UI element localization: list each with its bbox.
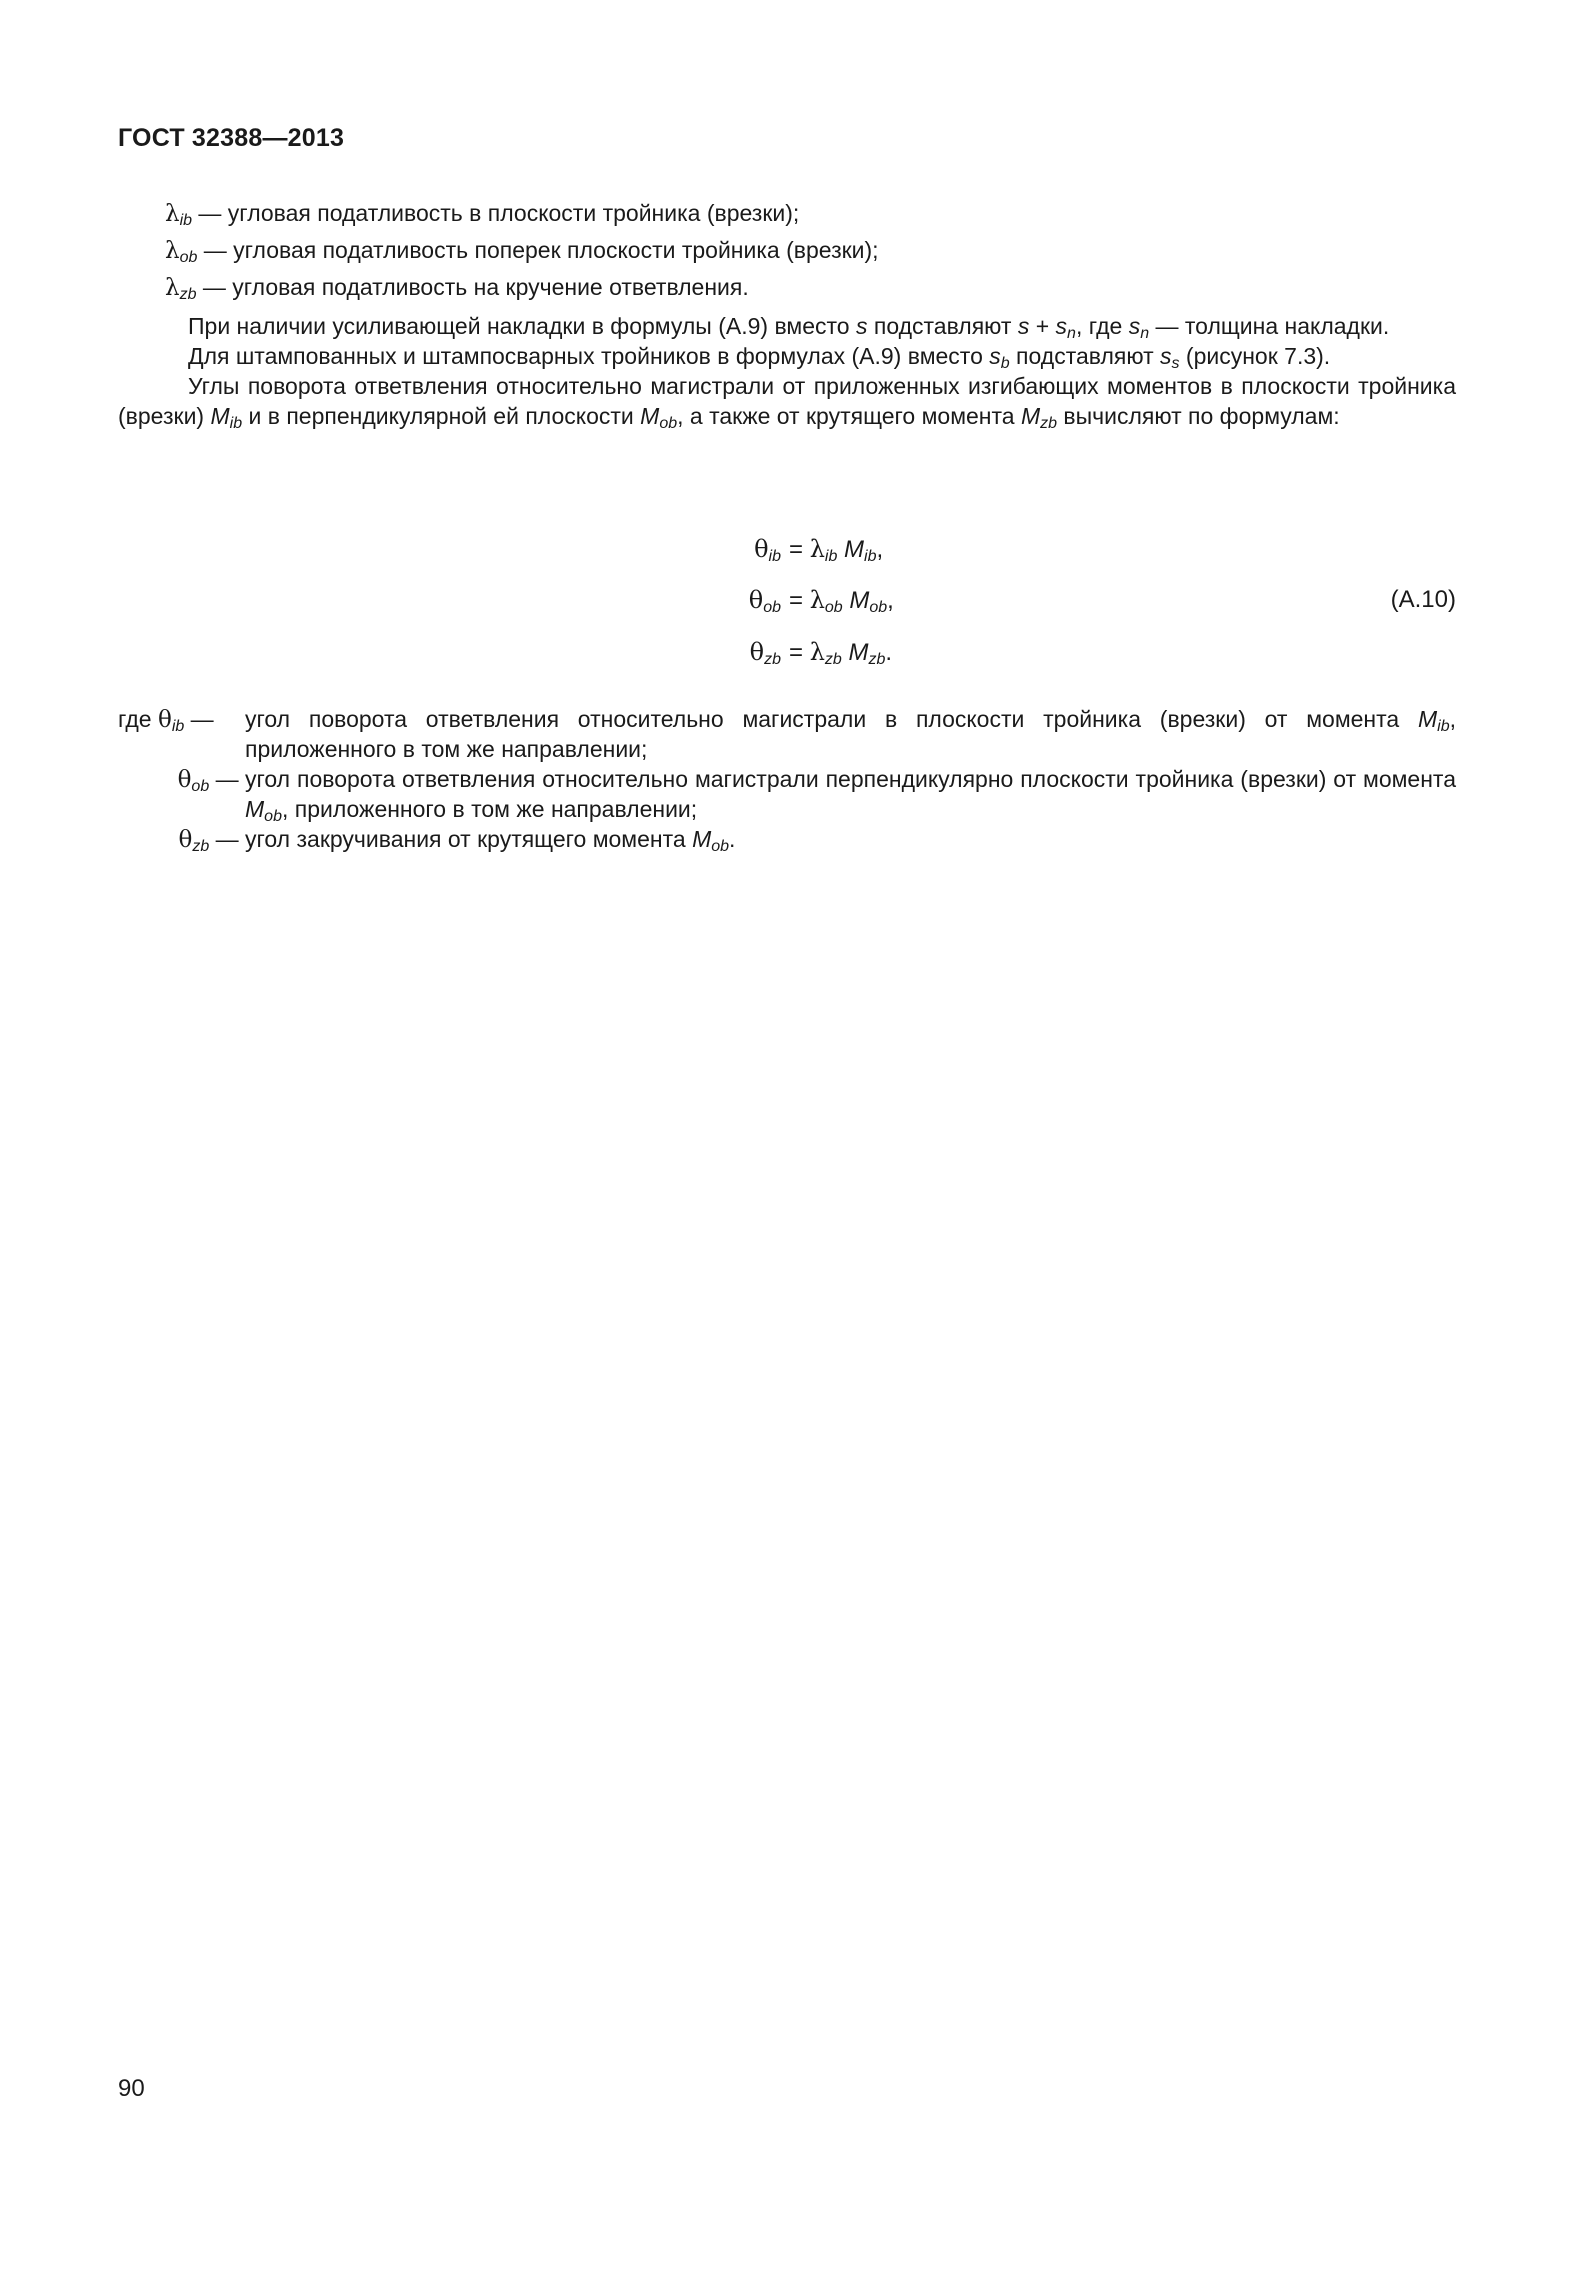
variable-m: M: [1417, 706, 1438, 732]
page-number: 90: [118, 2075, 145, 2102]
moment-subscript: ob: [264, 808, 282, 825]
lambda-symbol: λ: [809, 638, 825, 666]
legend-text: [245, 704, 1456, 764]
legend-key: [118, 764, 245, 795]
paragraph-stamped-tees: [118, 341, 1456, 371]
legend-item-theta-zb: [118, 824, 1456, 855]
subscript-ob: ob: [659, 415, 678, 432]
variable-m: M: [692, 826, 712, 852]
definition-lambda-ob: [118, 235, 1456, 272]
variable-m: M: [844, 536, 865, 563]
paragraph-text: При наличии усиливающей накладки в формулы (А.9) вместо: [188, 313, 856, 339]
lambda-symbol: λ: [165, 238, 180, 264]
dash: —: [209, 766, 239, 792]
equals-sign: =: [789, 587, 810, 614]
legend-key: [118, 704, 245, 735]
lambda-subscript: ib: [824, 548, 838, 565]
variable-m: M: [245, 796, 265, 822]
variable-s: s: [1160, 343, 1172, 369]
legend-text: [245, 764, 1456, 824]
definition-text: — угловая податливость на кручение ответвления.: [196, 274, 749, 300]
equation-number: (А.10): [1390, 586, 1456, 613]
formula-lhs: [754, 535, 781, 564]
legend-text-part: , приложенного в том же направлении;: [245, 706, 1456, 762]
moment-subscript: ob: [869, 599, 888, 616]
paragraph-text: Углы поворота ответвления относительно магистрали от приложенных изгибающих моментов в плоскости тройника (врезки): [118, 373, 1456, 429]
legend-text-part: угол закручивания от крутящего момента: [245, 826, 693, 852]
formula-legend: [118, 704, 1456, 855]
variable-s: s: [989, 343, 1001, 369]
lambda-symbol: λ: [165, 275, 180, 301]
definition-lambda-zb: [118, 272, 1456, 309]
theta-subscript: zb: [764, 651, 781, 668]
dash: —: [209, 826, 239, 852]
paragraph-text: подставляют: [1009, 343, 1161, 369]
paragraph-text: — толщина накладки.: [1149, 313, 1390, 339]
variable-m: M: [848, 639, 869, 666]
subscript-n: n: [1067, 325, 1076, 342]
definition-lambda-ib: [118, 198, 1456, 235]
formula-lhs: [750, 638, 781, 667]
variable-s: s: [1017, 313, 1030, 339]
definition-text: — угловая податливость поперек плоскости тройника (врезки);: [197, 237, 879, 263]
paragraph-text: и в перпендикулярной ей плоскости: [242, 403, 641, 429]
lambda-definitions: [118, 198, 1456, 309]
variable-m: M: [640, 403, 660, 429]
theta-subscript: ib: [768, 548, 781, 565]
dash: —: [184, 706, 214, 732]
subscript-zb: zb: [1040, 415, 1058, 432]
equals-sign: =: [789, 536, 810, 563]
lambda-symbol: λ: [809, 586, 825, 614]
moment-subscript: ob: [711, 838, 730, 855]
moment-subscript: ib: [864, 548, 877, 565]
legend-item-theta-ob: [118, 764, 1456, 824]
variable-s: s: [1128, 313, 1141, 339]
theta-subscript: ib: [171, 718, 185, 735]
legend-key: [118, 824, 245, 855]
lambda-subscript: ib: [179, 212, 193, 229]
theta-symbol: θ: [177, 767, 192, 793]
paragraph-text: , а также от крутящего момента: [677, 403, 1021, 429]
theta-subscript: ob: [763, 599, 781, 616]
variable-m: M: [210, 403, 230, 429]
subscript-n: n: [1140, 325, 1150, 342]
theta-symbol: θ: [749, 638, 765, 666]
body-paragraphs: [118, 311, 1456, 431]
lambda-subscript: zb: [824, 651, 842, 668]
lambda-symbol: λ: [809, 535, 825, 563]
lambda-subscript: zb: [179, 286, 197, 303]
paragraph-text: Для штампованных и штампосварных тройников в формулах (А.9) вместо: [188, 343, 990, 369]
legend-text-part: , приложенного в том же направлении;: [281, 796, 698, 822]
variable-m: M: [1020, 403, 1041, 429]
theta-symbol: θ: [157, 707, 172, 733]
paragraph-text: подставляют: [867, 313, 1018, 339]
theta-symbol: θ: [754, 535, 769, 563]
subscript-s: s: [1171, 355, 1180, 372]
formula-lhs: [749, 586, 781, 615]
legend-text-part: угол поворота ответвления относительно магистрали перпендикулярно плоскости тройника (врезки) от момента: [245, 766, 1456, 792]
punctuation: ,: [887, 587, 894, 614]
punctuation: .: [885, 639, 893, 666]
moment-subscript: ib: [1437, 718, 1450, 735]
paragraph-overlay: [118, 311, 1456, 341]
formula-rhs: [789, 638, 892, 667]
lambda-symbol: λ: [165, 201, 180, 227]
legend-text: [245, 824, 1456, 854]
subscript-b: b: [1000, 355, 1010, 372]
legend-item-theta-ib: [118, 704, 1456, 764]
variable-s: s: [1055, 313, 1068, 339]
theta-symbol: θ: [178, 827, 193, 853]
theta-symbol: θ: [748, 586, 764, 614]
variable-m: M: [849, 587, 870, 614]
equals-sign: =: [789, 639, 810, 666]
paragraph-rotation-angles: [118, 371, 1456, 431]
document-header: ГОСТ 32388—2013: [118, 124, 345, 152]
theta-subscript: ob: [191, 778, 210, 795]
legend-text-part: .: [729, 826, 736, 852]
definition-text: — угловая податливость в плоскости тройника (врезки);: [192, 200, 800, 226]
paragraph-text: , где: [1075, 313, 1129, 339]
legend-text-part: угол поворота ответвления относительно магистрали в плоскости тройника (врезки) от момента: [245, 706, 1418, 732]
lambda-subscript: ob: [824, 599, 843, 616]
formula-rhs: [789, 586, 894, 615]
paragraph-text: вычисляют по формулам:: [1057, 403, 1340, 429]
paragraph-text: (рисунок 7.3).: [1179, 343, 1331, 369]
legend-prefix: где: [118, 706, 152, 732]
lambda-subscript: ob: [179, 249, 198, 266]
plus-sign: +: [1029, 313, 1056, 339]
formula-rhs: [789, 535, 883, 564]
subscript-ib: ib: [229, 415, 243, 432]
moment-subscript: zb: [868, 651, 886, 668]
punctuation: ,: [876, 536, 884, 563]
variable-s: s: [855, 313, 868, 339]
theta-subscript: zb: [192, 838, 210, 855]
